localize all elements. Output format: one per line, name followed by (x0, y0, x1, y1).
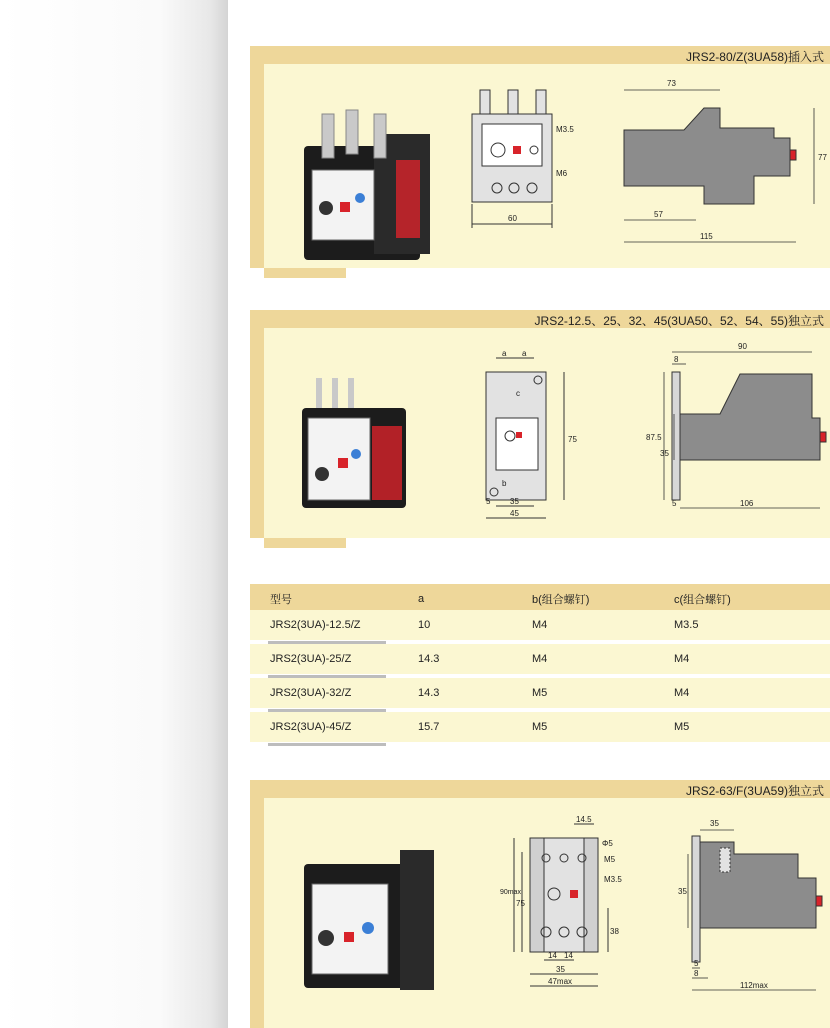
dim-a2: a (522, 349, 527, 358)
cell-c: M4 (674, 687, 690, 699)
cell-model: JRS2(3UA)-12.5/Z (270, 619, 361, 631)
dim-75: 75 (568, 435, 577, 444)
cell-a: 10 (418, 619, 431, 631)
dim-35-side: 35 (660, 449, 669, 458)
cell-a: 15.7 (418, 721, 440, 733)
product-panel (264, 328, 830, 538)
cell-b: M4 (532, 653, 548, 665)
dim-5: 5 (486, 497, 491, 506)
table-row (250, 644, 830, 678)
drawings-svg (264, 798, 830, 1028)
section-title: JRS2-12.5、25、32、45(3UA50、52、54、55)独立式 (534, 314, 824, 328)
table-row (250, 610, 830, 644)
dim-90max: 90max (500, 889, 522, 896)
label-m5: M5 (604, 855, 616, 864)
drawings-svg (264, 328, 830, 538)
dim-106: 106 (740, 499, 754, 508)
side-view-drawing (692, 836, 822, 962)
header-model: 型号 (270, 594, 292, 606)
dim-a1: a (502, 349, 507, 358)
dim-8-s: 8 (694, 969, 699, 978)
section-title-bar (250, 310, 830, 328)
front-view-drawing (514, 824, 608, 986)
product-panel (264, 64, 830, 268)
dim-90: 90 (738, 342, 747, 351)
section-jrs2-12-45 (250, 310, 830, 550)
section-title-bar (250, 780, 830, 798)
table-row (250, 678, 830, 712)
m6-label: M6 (556, 169, 568, 178)
panel-tab (264, 268, 346, 278)
dim-35-f: 35 (556, 965, 565, 974)
table-row (250, 712, 830, 746)
section-title: JRS2-80/Z(3UA58)插入式 (685, 50, 824, 64)
cell-a: 14.3 (418, 687, 440, 699)
side-view-drawing (672, 372, 826, 500)
cell-model: JRS2(3UA)-25/Z (270, 653, 352, 665)
dim-35: 35 (510, 497, 519, 506)
cell-b: M5 (532, 721, 548, 733)
cell-c: M5 (674, 721, 690, 733)
header-c: c(组合螺钉) (674, 594, 731, 606)
front-view-drawing (486, 358, 564, 518)
cell-model: JRS2(3UA)-45/Z (270, 721, 352, 733)
dim-5-s: 5 (694, 959, 699, 968)
dim-115: 115 (700, 232, 713, 241)
dim-77: 77 (818, 153, 827, 162)
dim-5-side: 5 (672, 499, 677, 508)
dim-14b: 14 (564, 951, 573, 960)
product-panel (264, 798, 830, 1028)
label-c: c (516, 389, 520, 398)
cell-model: JRS2(3UA)-32/Z (270, 687, 352, 699)
cell-c: M3.5 (674, 619, 699, 631)
label-m35: M3.5 (604, 875, 622, 884)
dim-73: 73 (667, 79, 676, 88)
width-60-label: 60 (508, 214, 517, 223)
label-b: b (502, 479, 507, 488)
section-jrs2-63 (250, 780, 830, 1028)
dim-35-h: 35 (678, 887, 687, 896)
section-title-bar (250, 46, 830, 64)
panel-stripe (250, 328, 264, 538)
dim-35-s: 35 (710, 819, 719, 828)
left-margin-shade (0, 0, 228, 1028)
cell-b: M4 (532, 619, 548, 631)
cell-b: M5 (532, 687, 548, 699)
dim-14a: 14 (548, 951, 557, 960)
dim-112max: 112max (740, 981, 768, 990)
dim-47max: 47max (548, 977, 573, 986)
dim-8: 8 (674, 355, 679, 364)
relay-photo (302, 378, 406, 508)
section-title: JRS2-63/F(3UA59)独立式 (685, 784, 824, 798)
side-view-drawing (624, 108, 796, 204)
dim-57: 57 (654, 210, 663, 219)
cell-c: M4 (674, 653, 690, 665)
dim-38: 38 (610, 927, 619, 936)
header-b: b(组合螺钉) (532, 594, 590, 606)
front-view-drawing (472, 90, 552, 228)
relay-photo (304, 110, 430, 260)
panel-stripe (250, 64, 264, 268)
dim-87-5: 87.5 (646, 433, 662, 442)
relay-photo (304, 850, 434, 990)
section-jrs2-80 (250, 46, 830, 282)
m35-label: M3.5 (556, 125, 574, 134)
label-phi5: Φ5 (602, 839, 613, 848)
header-a: a (418, 593, 425, 605)
row-divider (268, 743, 386, 746)
panel-stripe (250, 798, 264, 1028)
dim-45: 45 (510, 509, 519, 518)
dim-75-f: 75 (516, 899, 525, 908)
panel-tab (264, 538, 346, 548)
drawings-svg (264, 64, 830, 268)
dim-14-5: 14.5 (576, 815, 592, 824)
cell-a: 14.3 (418, 653, 440, 665)
